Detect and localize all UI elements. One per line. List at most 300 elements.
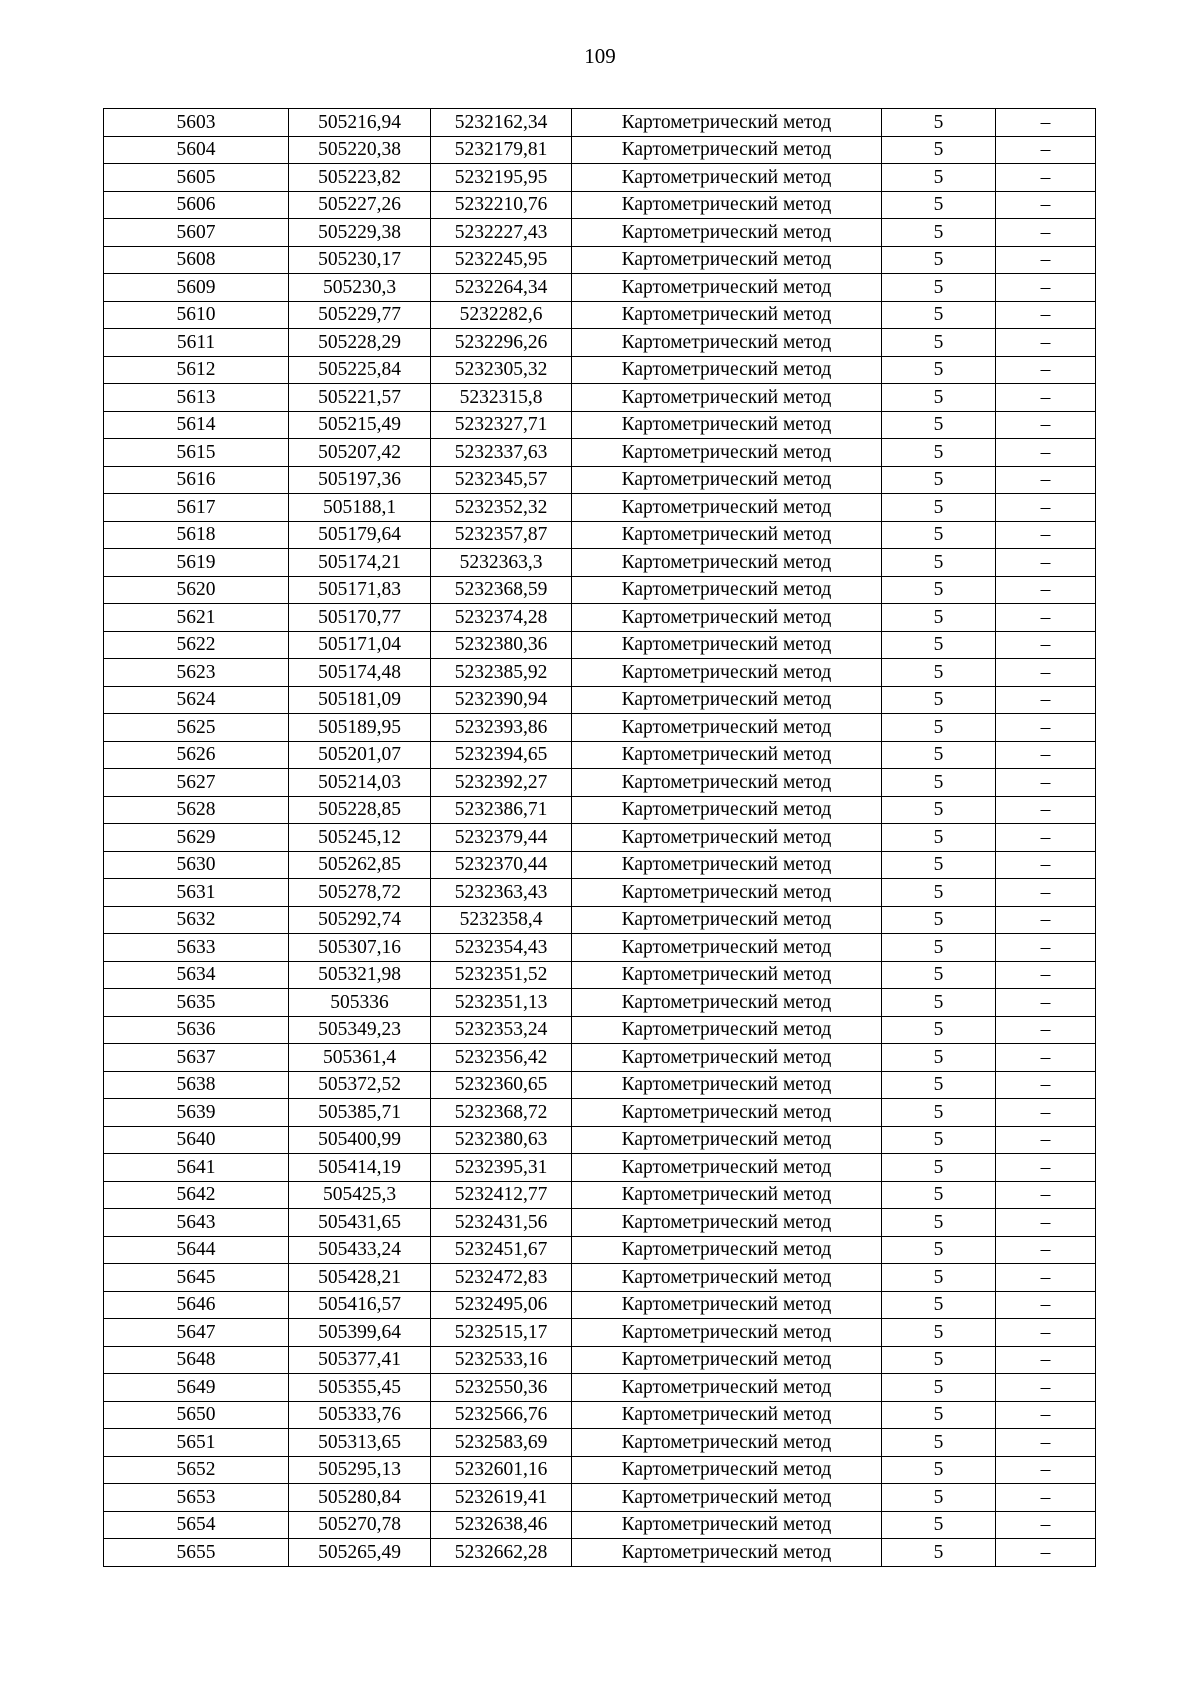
table-row xyxy=(104,1319,1096,1347)
table-row xyxy=(104,136,1096,164)
point-number-cell: 5634 xyxy=(104,961,289,989)
point-number-cell: 5639 xyxy=(104,1099,289,1127)
x-coordinate-cell: 505292,74 xyxy=(289,906,431,934)
accuracy-cell: 5 xyxy=(882,411,996,439)
x-coordinate-cell: 505433,24 xyxy=(289,1236,431,1264)
accuracy-cell: 5 xyxy=(882,576,996,604)
method-cell: Картометрический метод xyxy=(572,1429,882,1457)
point-number-cell: 5642 xyxy=(104,1181,289,1209)
accuracy-cell: 5 xyxy=(882,1291,996,1319)
method-cell: Картометрический метод xyxy=(572,1154,882,1182)
table-row xyxy=(104,631,1096,659)
x-coordinate-cell: 505221,57 xyxy=(289,384,431,412)
description-cell: – xyxy=(996,494,1096,522)
y-coordinate-cell: 5232619,41 xyxy=(431,1484,572,1512)
x-coordinate-cell: 505270,78 xyxy=(289,1511,431,1539)
x-coordinate-cell: 505189,95 xyxy=(289,714,431,742)
x-coordinate-cell: 505229,77 xyxy=(289,301,431,329)
table-row xyxy=(104,466,1096,494)
point-number-cell: 5603 xyxy=(104,109,289,137)
table-row xyxy=(104,1126,1096,1154)
table-row xyxy=(104,1264,1096,1292)
accuracy-cell: 5 xyxy=(882,164,996,192)
y-coordinate-cell: 5232472,83 xyxy=(431,1264,572,1292)
x-coordinate-cell: 505295,13 xyxy=(289,1456,431,1484)
x-coordinate-cell: 505349,23 xyxy=(289,1016,431,1044)
method-cell: Картометрический метод xyxy=(572,246,882,274)
accuracy-cell: 5 xyxy=(882,1264,996,1292)
y-coordinate-cell: 5232210,76 xyxy=(431,191,572,219)
description-cell: – xyxy=(996,1401,1096,1429)
y-coordinate-cell: 5232368,59 xyxy=(431,576,572,604)
accuracy-cell: 5 xyxy=(882,1539,996,1567)
method-cell: Картометрический метод xyxy=(572,906,882,934)
description-cell: – xyxy=(996,714,1096,742)
method-cell: Картометрический метод xyxy=(572,934,882,962)
description-cell: – xyxy=(996,301,1096,329)
description-cell: – xyxy=(996,356,1096,384)
point-number-cell: 5614 xyxy=(104,411,289,439)
y-coordinate-cell: 5232451,67 xyxy=(431,1236,572,1264)
method-cell: Картометрический метод xyxy=(572,989,882,1017)
y-coordinate-cell: 5232379,44 xyxy=(431,824,572,852)
description-cell: – xyxy=(996,439,1096,467)
y-coordinate-cell: 5232550,36 xyxy=(431,1374,572,1402)
point-number-cell: 5623 xyxy=(104,659,289,687)
x-coordinate-cell: 505321,98 xyxy=(289,961,431,989)
method-cell: Картометрический метод xyxy=(572,384,882,412)
y-coordinate-cell: 5232352,32 xyxy=(431,494,572,522)
method-cell: Картометрический метод xyxy=(572,961,882,989)
table-row xyxy=(104,604,1096,632)
coordinates-table xyxy=(103,108,1096,1567)
method-cell: Картометрический метод xyxy=(572,741,882,769)
accuracy-cell: 5 xyxy=(882,741,996,769)
y-coordinate-cell: 5232395,31 xyxy=(431,1154,572,1182)
table-row xyxy=(104,274,1096,302)
method-cell: Картометрический метод xyxy=(572,1016,882,1044)
table-row xyxy=(104,1511,1096,1539)
description-cell: – xyxy=(996,1429,1096,1457)
y-coordinate-cell: 5232533,16 xyxy=(431,1346,572,1374)
x-coordinate-cell: 505307,16 xyxy=(289,934,431,962)
point-number-cell: 5606 xyxy=(104,191,289,219)
y-coordinate-cell: 5232368,72 xyxy=(431,1099,572,1127)
x-coordinate-cell: 505385,71 xyxy=(289,1099,431,1127)
accuracy-cell: 5 xyxy=(882,1429,996,1457)
accuracy-cell: 5 xyxy=(882,1181,996,1209)
method-cell: Картометрический метод xyxy=(572,1484,882,1512)
table-row xyxy=(104,824,1096,852)
description-cell: – xyxy=(996,1044,1096,1072)
point-number-cell: 5609 xyxy=(104,274,289,302)
method-cell: Картометрический метод xyxy=(572,1126,882,1154)
y-coordinate-cell: 5232566,76 xyxy=(431,1401,572,1429)
accuracy-cell: 5 xyxy=(882,549,996,577)
point-number-cell: 5644 xyxy=(104,1236,289,1264)
y-coordinate-cell: 5232431,56 xyxy=(431,1209,572,1237)
x-coordinate-cell: 505280,84 xyxy=(289,1484,431,1512)
y-coordinate-cell: 5232374,28 xyxy=(431,604,572,632)
y-coordinate-cell: 5232353,24 xyxy=(431,1016,572,1044)
table-row xyxy=(104,576,1096,604)
y-coordinate-cell: 5232363,43 xyxy=(431,879,572,907)
method-cell: Картометрический метод xyxy=(572,439,882,467)
y-coordinate-cell: 5232392,27 xyxy=(431,769,572,797)
accuracy-cell: 5 xyxy=(882,961,996,989)
method-cell: Картометрический метод xyxy=(572,1374,882,1402)
x-coordinate-cell: 505197,36 xyxy=(289,466,431,494)
x-coordinate-cell: 505278,72 xyxy=(289,879,431,907)
accuracy-cell: 5 xyxy=(882,659,996,687)
y-coordinate-cell: 5232380,36 xyxy=(431,631,572,659)
accuracy-cell: 5 xyxy=(882,521,996,549)
table-row xyxy=(104,521,1096,549)
accuracy-cell: 5 xyxy=(882,631,996,659)
y-coordinate-cell: 5232358,4 xyxy=(431,906,572,934)
description-cell: – xyxy=(996,549,1096,577)
description-cell: – xyxy=(996,329,1096,357)
accuracy-cell: 5 xyxy=(882,1126,996,1154)
point-number-cell: 5653 xyxy=(104,1484,289,1512)
x-coordinate-cell: 505171,83 xyxy=(289,576,431,604)
table-row xyxy=(104,1539,1096,1567)
table-row xyxy=(104,1346,1096,1374)
method-cell: Картометрический метод xyxy=(572,466,882,494)
accuracy-cell: 5 xyxy=(882,1511,996,1539)
method-cell: Картометрический метод xyxy=(572,356,882,384)
y-coordinate-cell: 5232363,3 xyxy=(431,549,572,577)
description-cell: – xyxy=(996,741,1096,769)
table-row xyxy=(104,1099,1096,1127)
x-coordinate-cell: 505225,84 xyxy=(289,356,431,384)
method-cell: Картометрический метод xyxy=(572,549,882,577)
table-row xyxy=(104,714,1096,742)
description-cell: – xyxy=(996,1456,1096,1484)
x-coordinate-cell: 505262,85 xyxy=(289,851,431,879)
accuracy-cell: 5 xyxy=(882,301,996,329)
accuracy-cell: 5 xyxy=(882,1374,996,1402)
method-cell: Картометрический метод xyxy=(572,301,882,329)
method-cell: Картометрический метод xyxy=(572,411,882,439)
x-coordinate-cell: 505313,65 xyxy=(289,1429,431,1457)
accuracy-cell: 5 xyxy=(882,1044,996,1072)
x-coordinate-cell: 505428,21 xyxy=(289,1264,431,1292)
y-coordinate-cell: 5232179,81 xyxy=(431,136,572,164)
x-coordinate-cell: 505215,49 xyxy=(289,411,431,439)
table-row xyxy=(104,411,1096,439)
y-coordinate-cell: 5232393,86 xyxy=(431,714,572,742)
table-row xyxy=(104,934,1096,962)
method-cell: Картометрический метод xyxy=(572,604,882,632)
y-coordinate-cell: 5232412,77 xyxy=(431,1181,572,1209)
point-number-cell: 5632 xyxy=(104,906,289,934)
table-row xyxy=(104,356,1096,384)
table-row xyxy=(104,301,1096,329)
method-cell: Картометрический метод xyxy=(572,769,882,797)
y-coordinate-cell: 5232351,52 xyxy=(431,961,572,989)
description-cell: – xyxy=(996,109,1096,137)
description-cell: – xyxy=(996,521,1096,549)
point-number-cell: 5651 xyxy=(104,1429,289,1457)
point-number-cell: 5646 xyxy=(104,1291,289,1319)
point-number-cell: 5628 xyxy=(104,796,289,824)
accuracy-cell: 5 xyxy=(882,1346,996,1374)
description-cell: – xyxy=(996,989,1096,1017)
y-coordinate-cell: 5232351,13 xyxy=(431,989,572,1017)
table-row xyxy=(104,191,1096,219)
accuracy-cell: 5 xyxy=(882,1154,996,1182)
point-number-cell: 5625 xyxy=(104,714,289,742)
description-cell: – xyxy=(996,1484,1096,1512)
x-coordinate-cell: 505228,29 xyxy=(289,329,431,357)
accuracy-cell: 5 xyxy=(882,494,996,522)
description-cell: – xyxy=(996,576,1096,604)
accuracy-cell: 5 xyxy=(882,824,996,852)
accuracy-cell: 5 xyxy=(882,1209,996,1237)
table-row xyxy=(104,549,1096,577)
x-coordinate-cell: 505431,65 xyxy=(289,1209,431,1237)
y-coordinate-cell: 5232345,57 xyxy=(431,466,572,494)
point-number-cell: 5605 xyxy=(104,164,289,192)
accuracy-cell: 5 xyxy=(882,879,996,907)
y-coordinate-cell: 5232385,92 xyxy=(431,659,572,687)
method-cell: Картометрический метод xyxy=(572,1511,882,1539)
method-cell: Картометрический метод xyxy=(572,851,882,879)
accuracy-cell: 5 xyxy=(882,604,996,632)
description-cell: – xyxy=(996,1319,1096,1347)
table-row xyxy=(104,1401,1096,1429)
point-number-cell: 5611 xyxy=(104,329,289,357)
y-coordinate-cell: 5232296,26 xyxy=(431,329,572,357)
y-coordinate-cell: 5232315,8 xyxy=(431,384,572,412)
method-cell: Картометрический метод xyxy=(572,1181,882,1209)
accuracy-cell: 5 xyxy=(882,714,996,742)
point-number-cell: 5615 xyxy=(104,439,289,467)
point-number-cell: 5608 xyxy=(104,246,289,274)
point-number-cell: 5610 xyxy=(104,301,289,329)
description-cell: – xyxy=(996,191,1096,219)
point-number-cell: 5652 xyxy=(104,1456,289,1484)
y-coordinate-cell: 5232394,65 xyxy=(431,741,572,769)
point-number-cell: 5649 xyxy=(104,1374,289,1402)
point-number-cell: 5640 xyxy=(104,1126,289,1154)
accuracy-cell: 5 xyxy=(882,1401,996,1429)
description-cell: – xyxy=(996,906,1096,934)
x-coordinate-cell: 505220,38 xyxy=(289,136,431,164)
accuracy-cell: 5 xyxy=(882,384,996,412)
description-cell: – xyxy=(996,1539,1096,1567)
description-cell: – xyxy=(996,136,1096,164)
accuracy-cell: 5 xyxy=(882,136,996,164)
x-coordinate-cell: 505400,99 xyxy=(289,1126,431,1154)
point-number-cell: 5616 xyxy=(104,466,289,494)
method-cell: Картометрический метод xyxy=(572,1236,882,1264)
point-number-cell: 5619 xyxy=(104,549,289,577)
description-cell: – xyxy=(996,851,1096,879)
description-cell: – xyxy=(996,934,1096,962)
description-cell: – xyxy=(996,1346,1096,1374)
method-cell: Картометрический метод xyxy=(572,1209,882,1237)
accuracy-cell: 5 xyxy=(882,1236,996,1264)
y-coordinate-cell: 5232386,71 xyxy=(431,796,572,824)
x-coordinate-cell: 505228,85 xyxy=(289,796,431,824)
description-cell: – xyxy=(996,274,1096,302)
x-coordinate-cell: 505414,19 xyxy=(289,1154,431,1182)
description-cell: – xyxy=(996,659,1096,687)
description-cell: – xyxy=(996,1126,1096,1154)
method-cell: Картометрический метод xyxy=(572,494,882,522)
table-row xyxy=(104,1209,1096,1237)
point-number-cell: 5617 xyxy=(104,494,289,522)
y-coordinate-cell: 5232305,32 xyxy=(431,356,572,384)
accuracy-cell: 5 xyxy=(882,769,996,797)
accuracy-cell: 5 xyxy=(882,1016,996,1044)
point-number-cell: 5638 xyxy=(104,1071,289,1099)
table-row xyxy=(104,246,1096,274)
method-cell: Картометрический метод xyxy=(572,714,882,742)
x-coordinate-cell: 505171,04 xyxy=(289,631,431,659)
method-cell: Картометрический метод xyxy=(572,796,882,824)
point-number-cell: 5621 xyxy=(104,604,289,632)
description-cell: – xyxy=(996,879,1096,907)
table-row xyxy=(104,164,1096,192)
x-coordinate-cell: 505377,41 xyxy=(289,1346,431,1374)
method-cell: Картометрический метод xyxy=(572,274,882,302)
x-coordinate-cell: 505207,42 xyxy=(289,439,431,467)
method-cell: Картометрический метод xyxy=(572,1071,882,1099)
method-cell: Картометрический метод xyxy=(572,1401,882,1429)
description-cell: – xyxy=(996,466,1096,494)
y-coordinate-cell: 5232264,34 xyxy=(431,274,572,302)
x-coordinate-cell: 505174,48 xyxy=(289,659,431,687)
table-row xyxy=(104,851,1096,879)
y-coordinate-cell: 5232245,95 xyxy=(431,246,572,274)
y-coordinate-cell: 5232195,95 xyxy=(431,164,572,192)
page-number: 109 xyxy=(584,44,616,68)
accuracy-cell: 5 xyxy=(882,1099,996,1127)
point-number-cell: 5607 xyxy=(104,219,289,247)
accuracy-cell: 5 xyxy=(882,274,996,302)
table-row xyxy=(104,1016,1096,1044)
y-coordinate-cell: 5232495,06 xyxy=(431,1291,572,1319)
x-coordinate-cell: 505399,64 xyxy=(289,1319,431,1347)
x-coordinate-cell: 505265,49 xyxy=(289,1539,431,1567)
y-coordinate-cell: 5232162,34 xyxy=(431,109,572,137)
y-coordinate-cell: 5232227,43 xyxy=(431,219,572,247)
y-coordinate-cell: 5232370,44 xyxy=(431,851,572,879)
accuracy-cell: 5 xyxy=(882,109,996,137)
accuracy-cell: 5 xyxy=(882,439,996,467)
description-cell: – xyxy=(996,164,1096,192)
description-cell: – xyxy=(996,219,1096,247)
point-number-cell: 5624 xyxy=(104,686,289,714)
accuracy-cell: 5 xyxy=(882,796,996,824)
point-number-cell: 5650 xyxy=(104,1401,289,1429)
y-coordinate-cell: 5232380,63 xyxy=(431,1126,572,1154)
point-number-cell: 5631 xyxy=(104,879,289,907)
description-cell: – xyxy=(996,1374,1096,1402)
table-row xyxy=(104,906,1096,934)
y-coordinate-cell: 5232337,63 xyxy=(431,439,572,467)
accuracy-cell: 5 xyxy=(882,1319,996,1347)
point-number-cell: 5636 xyxy=(104,1016,289,1044)
method-cell: Картометрический метод xyxy=(572,521,882,549)
method-cell: Картометрический метод xyxy=(572,631,882,659)
y-coordinate-cell: 5232390,94 xyxy=(431,686,572,714)
y-coordinate-cell: 5232356,42 xyxy=(431,1044,572,1072)
table-row xyxy=(104,219,1096,247)
y-coordinate-cell: 5232354,43 xyxy=(431,934,572,962)
method-cell: Картометрический метод xyxy=(572,1044,882,1072)
point-number-cell: 5612 xyxy=(104,356,289,384)
description-cell: – xyxy=(996,1181,1096,1209)
description-cell: – xyxy=(996,1154,1096,1182)
point-number-cell: 5637 xyxy=(104,1044,289,1072)
point-number-cell: 5645 xyxy=(104,1264,289,1292)
table-row xyxy=(104,1484,1096,1512)
point-number-cell: 5620 xyxy=(104,576,289,604)
y-coordinate-cell: 5232515,17 xyxy=(431,1319,572,1347)
accuracy-cell: 5 xyxy=(882,1484,996,1512)
method-cell: Картометрический метод xyxy=(572,1291,882,1319)
y-coordinate-cell: 5232638,46 xyxy=(431,1511,572,1539)
table-row xyxy=(104,1374,1096,1402)
method-cell: Картометрический метод xyxy=(572,686,882,714)
method-cell: Картометрический метод xyxy=(572,191,882,219)
table-row xyxy=(104,1181,1096,1209)
point-number-cell: 5622 xyxy=(104,631,289,659)
y-coordinate-cell: 5232282,6 xyxy=(431,301,572,329)
point-number-cell: 5627 xyxy=(104,769,289,797)
method-cell: Картометрический метод xyxy=(572,1539,882,1567)
point-number-cell: 5643 xyxy=(104,1209,289,1237)
point-number-cell: 5647 xyxy=(104,1319,289,1347)
description-cell: – xyxy=(996,1071,1096,1099)
x-coordinate-cell: 505201,07 xyxy=(289,741,431,769)
table-row xyxy=(104,439,1096,467)
table-row xyxy=(104,109,1096,137)
method-cell: Картометрический метод xyxy=(572,1319,882,1347)
x-coordinate-cell: 505333,76 xyxy=(289,1401,431,1429)
table-row xyxy=(104,384,1096,412)
table-row xyxy=(104,659,1096,687)
method-cell: Картометрический метод xyxy=(572,879,882,907)
table-row xyxy=(104,961,1096,989)
table-row xyxy=(104,1429,1096,1457)
table-body xyxy=(104,109,1096,1567)
accuracy-cell: 5 xyxy=(882,466,996,494)
description-cell: – xyxy=(996,824,1096,852)
method-cell: Картометрический метод xyxy=(572,576,882,604)
table-row xyxy=(104,796,1096,824)
point-number-cell: 5655 xyxy=(104,1539,289,1567)
table-row xyxy=(104,741,1096,769)
y-coordinate-cell: 5232357,87 xyxy=(431,521,572,549)
y-coordinate-cell: 5232327,71 xyxy=(431,411,572,439)
x-coordinate-cell: 505361,4 xyxy=(289,1044,431,1072)
point-number-cell: 5629 xyxy=(104,824,289,852)
y-coordinate-cell: 5232662,28 xyxy=(431,1539,572,1567)
point-number-cell: 5618 xyxy=(104,521,289,549)
table-row xyxy=(104,494,1096,522)
accuracy-cell: 5 xyxy=(882,851,996,879)
point-number-cell: 5626 xyxy=(104,741,289,769)
description-cell: – xyxy=(996,686,1096,714)
accuracy-cell: 5 xyxy=(882,1456,996,1484)
x-coordinate-cell: 505227,26 xyxy=(289,191,431,219)
accuracy-cell: 5 xyxy=(882,219,996,247)
